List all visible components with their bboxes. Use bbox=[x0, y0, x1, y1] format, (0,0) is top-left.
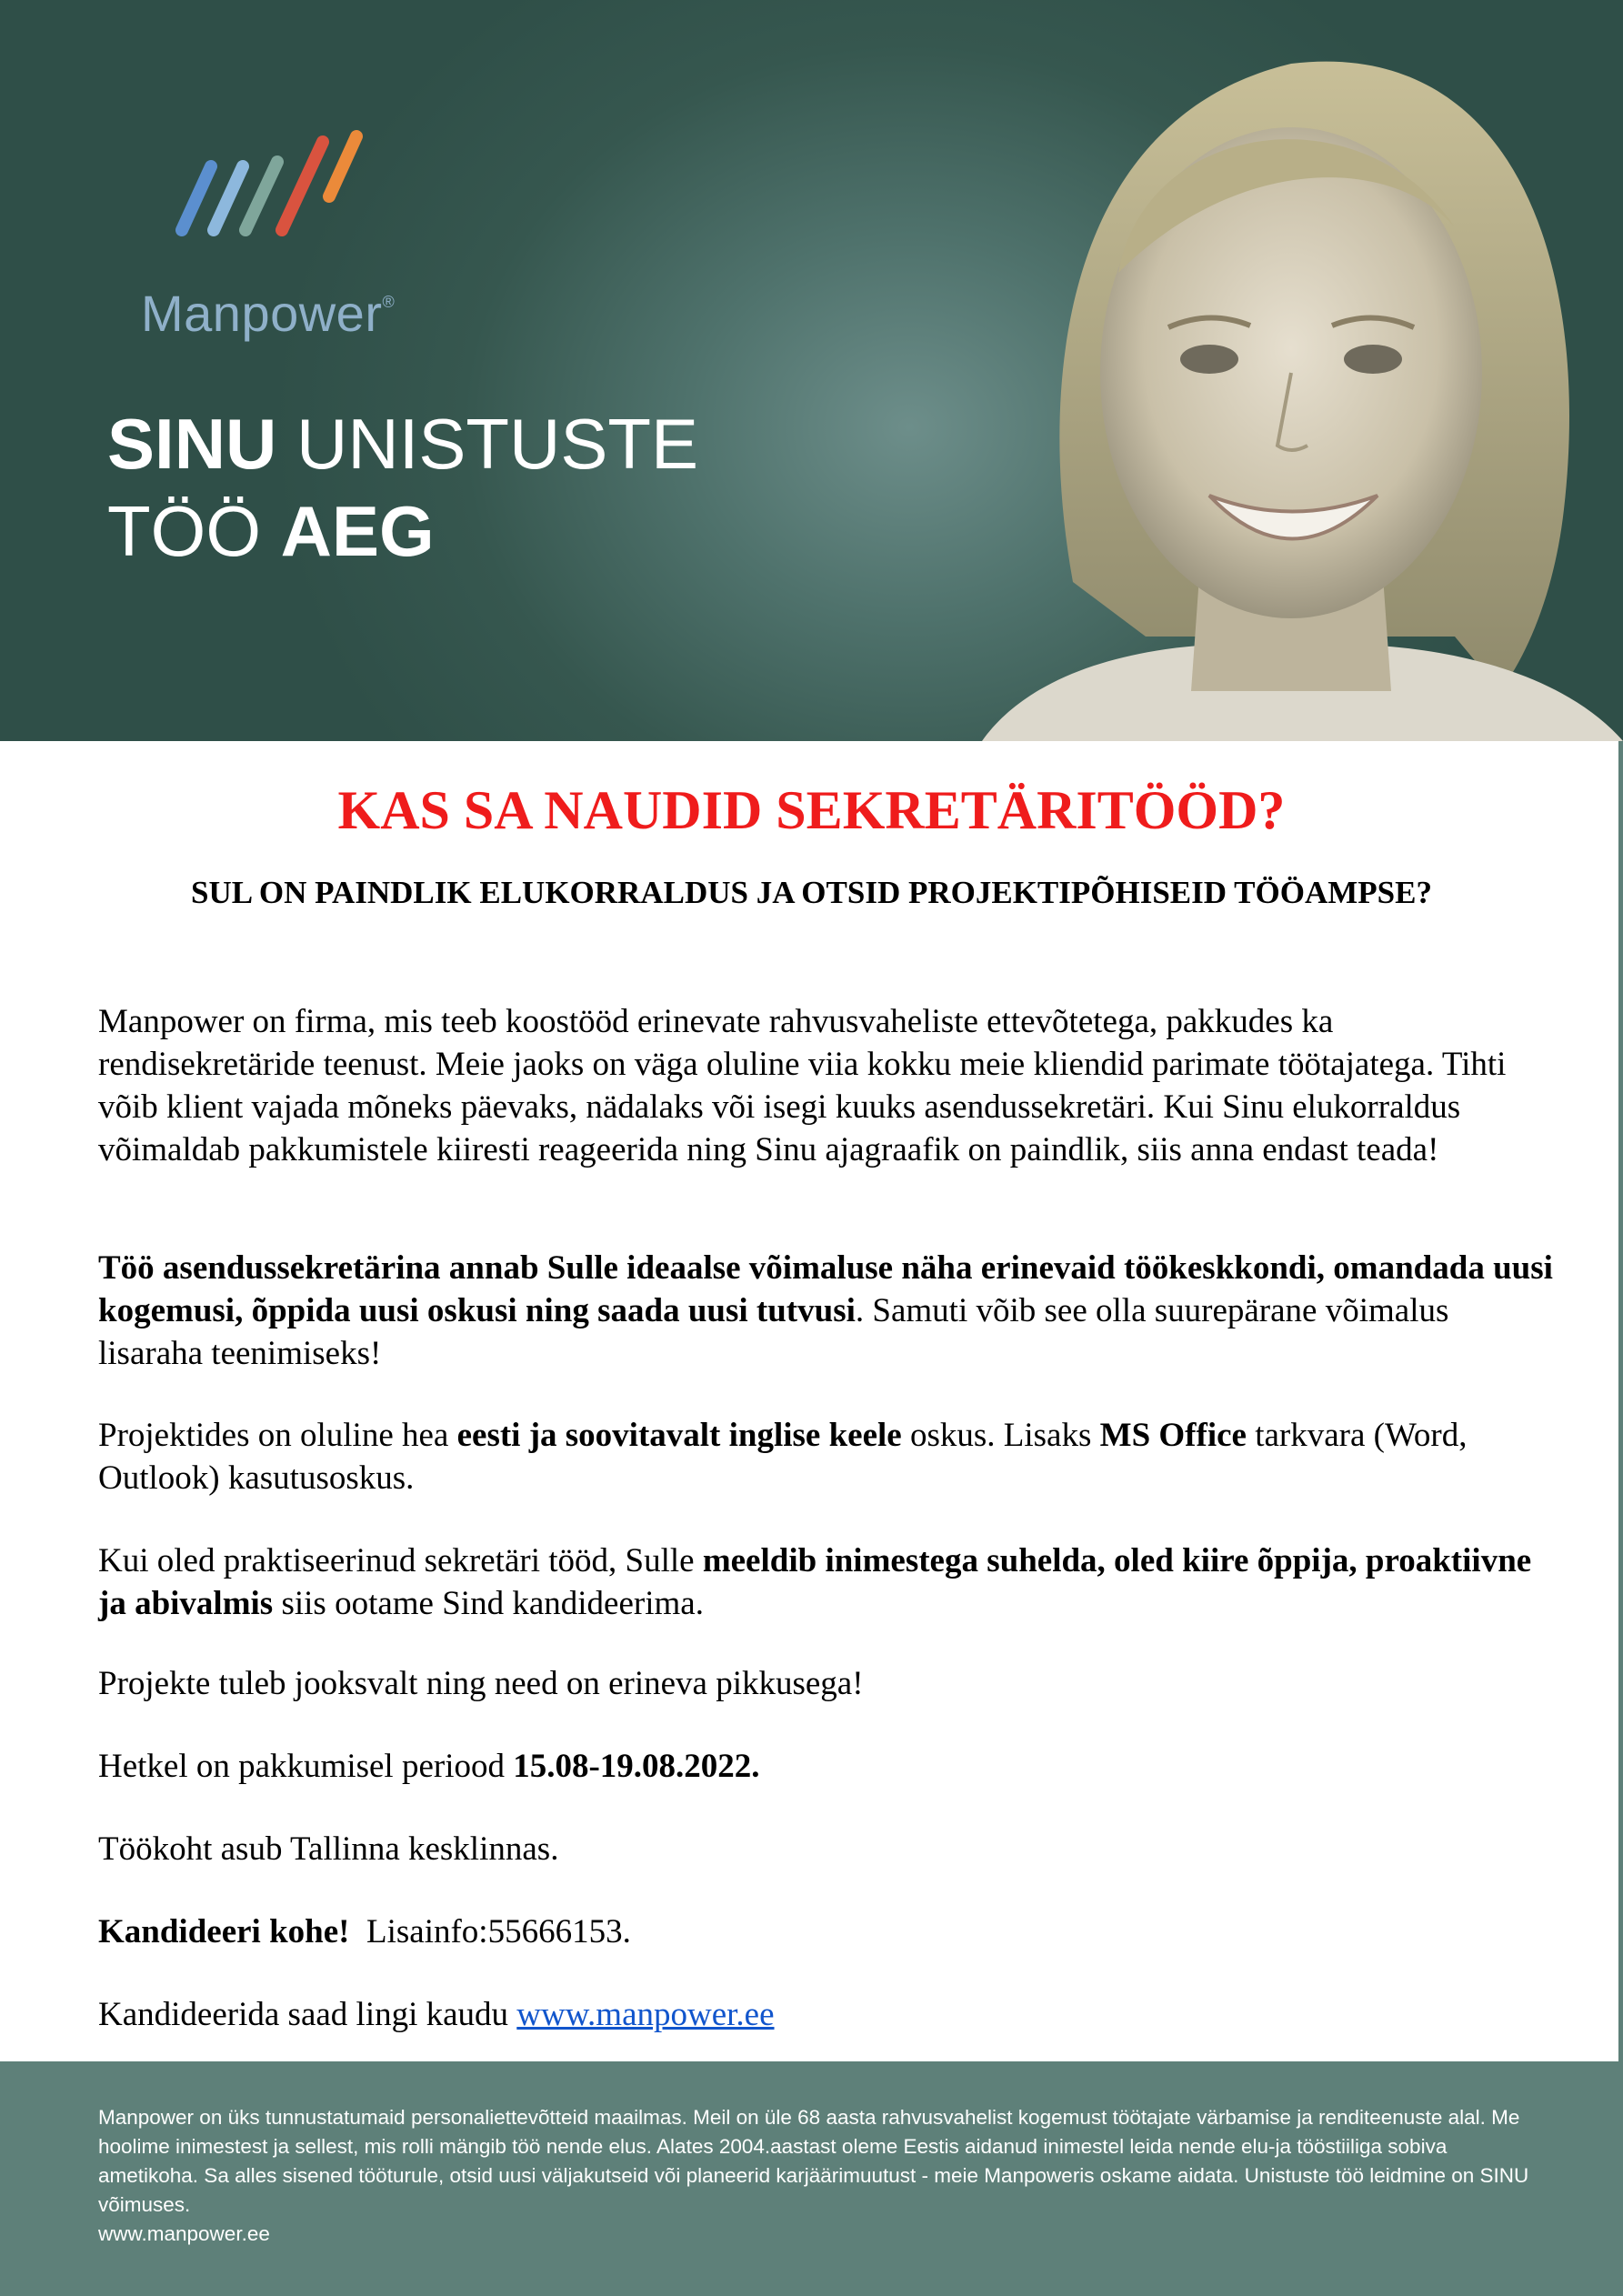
paragraph-projects: Projekte tuleb jooksvalt ning need on erineva pikkusega! bbox=[98, 1665, 864, 1702]
header-banner bbox=[0, 0, 1623, 741]
manpower-stripes-logo-icon bbox=[155, 125, 391, 244]
brand-name: Manpower® bbox=[141, 285, 396, 342]
content-panel bbox=[0, 741, 1618, 2061]
paragraph-benefits: Töö asendussekretärina annab Sulle ideaalse võimaluse näha erinevaid töökeskkondi, omandada uusi kogemusi, õppida uusi oskusi ning saada uusi tutvusi. Samuti võib see olla suurepärane võimalus lisaraha teenimiseks! bbox=[98, 1249, 1553, 1372]
manpower-website-link[interactable]: www.manpower.ee bbox=[516, 1996, 775, 2033]
tagline-line-1: SINU UNISTUSTE bbox=[107, 404, 699, 484]
footer-description: Manpower on üks tunnustatumaid personaliettevõtteid maailmas. Meil on üle 68 aasta rahvusvahelist kogemust töötajate värbamise ja renditeenuste alal. Me hoolime inimestest ja sellest, mis rolli mängib töö nende elus. Alates 2004.aastast oleme Eestis aidanud inimestel leida nende elu-ja tööstiiliga sobiva ametikoha. Sa alles sisened tööturule, otsid uusi väljakutseid või planeerid karjäärimuutust - meie Manpoweris oskame aidata. Unistuste töö leidmine on SINU võimuses. bbox=[98, 2106, 1529, 2216]
subheadline: SUL ON PAINDLIK ELUKORRALDUS JA OTSID PROJEKTIPÕHISEID TÖÖAMPSE? bbox=[191, 875, 1432, 910]
footer bbox=[98, 2103, 1535, 2249]
registered-mark: ® bbox=[382, 293, 396, 311]
paragraph-apply: Kandideeri kohe! Lisainfo:55666153. bbox=[98, 1913, 631, 1950]
paragraph-requirements: Projektides on oluline hea eesti ja soovitavalt inglise keele oskus. Lisaks MS Office tarkvara (Word, Outlook) kasutusoskus. bbox=[98, 1417, 1468, 1497]
portrait-photo bbox=[964, 0, 1623, 741]
footer-url: www.manpower.ee bbox=[98, 2222, 270, 2245]
paragraph-intro: Manpower on firma, mis teeb koostööd erinevate rahvusvaheliste ettevõtetega, pakkudes ka rendisekretäride teenust. Meie jaoks on väga oluline viia kokku meie kliendid parimate töötajatega. Tihti võib klient vajada mõneks päevaks, nädalaks või isegi kuuks asendussekretäri. Kui Sinu elukorraldus võimaldab pakkumistele kiiresti reageerida ning Sinu ajagraafik on paindlik, siis anna endast teada! bbox=[98, 1003, 1507, 1168]
headline: KAS SA NAUDID SEKRETÄRITÖÖD? bbox=[337, 780, 1286, 840]
tagline-line-2: TÖÖ AEG bbox=[107, 491, 435, 571]
paragraph-profile: Kui oled praktiseerinud sekretäri tööd, Sulle meeldib inimestega suhelda, oled kiire õppija, proaktiivne ja abivalmis siis ootame Sind kandideerima. bbox=[98, 1542, 1532, 1622]
tagline bbox=[107, 400, 698, 575]
paragraph-location: Töökoht asub Tallinna kesklinnas. bbox=[98, 1830, 559, 1868]
paragraph-link: Kandideerida saad lingi kaudu www.manpower.ee bbox=[98, 1996, 775, 2033]
paragraph-period: Hetkel on pakkumisel periood 15.08-19.08.2022. bbox=[98, 1748, 760, 1785]
